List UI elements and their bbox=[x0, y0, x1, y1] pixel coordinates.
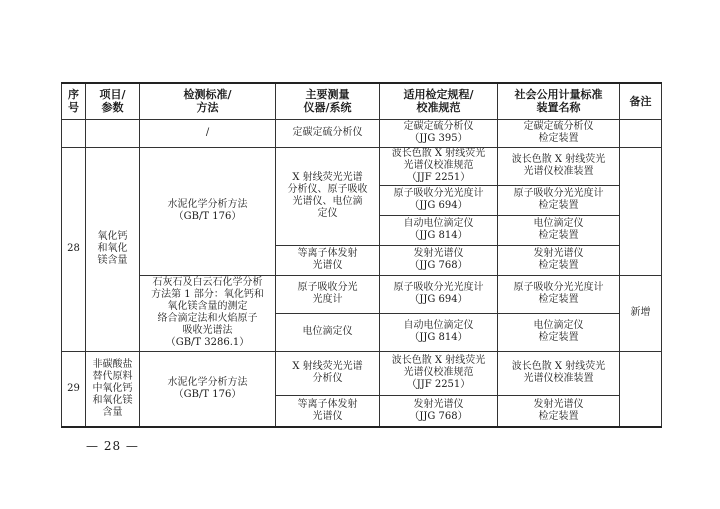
cell-line: （JJG 694） bbox=[409, 294, 468, 305]
cell-line: 电位滴定仪 bbox=[533, 218, 584, 229]
cell-public-standard bbox=[498, 351, 620, 395]
cell-line: 原子吸收分光光度计 bbox=[393, 188, 484, 199]
cell-line: 定碳定硫分析仪 bbox=[292, 127, 363, 138]
cell-standard bbox=[140, 351, 276, 427]
cell-regulation bbox=[380, 395, 498, 427]
cell-line: 原子吸收分光光度计 bbox=[393, 282, 484, 293]
cell-line: 光谱仪校准规范 bbox=[403, 160, 474, 171]
cell-regulation bbox=[380, 119, 498, 147]
cell-item bbox=[86, 351, 140, 427]
page-number: — 28 — bbox=[86, 439, 139, 453]
cell-line: 仪器/系统 bbox=[303, 101, 352, 115]
cell-regulation bbox=[380, 351, 498, 395]
cell-line: 波长色散 X 射线荧光 bbox=[511, 361, 606, 372]
cell-line: 检测标准/ bbox=[183, 88, 232, 102]
cell-line: 装置名称 bbox=[536, 101, 581, 115]
cell-public-standard bbox=[498, 185, 620, 215]
cell-line: 原子吸收分光光度计 bbox=[513, 282, 604, 293]
cell-line: 发射光谱仪 bbox=[413, 248, 464, 259]
header-item bbox=[86, 83, 140, 119]
cell-regulation bbox=[380, 215, 498, 245]
cell-remark bbox=[620, 119, 662, 147]
cell-public-standard bbox=[498, 313, 620, 351]
cell-instrument bbox=[276, 147, 380, 245]
cell-instrument bbox=[276, 313, 380, 351]
cell-line: 校准规范 bbox=[416, 101, 461, 115]
cell-line: 分析仪、原子吸收 bbox=[287, 184, 368, 195]
cell-line: 络合滴定法和火焰原子 bbox=[157, 313, 258, 324]
cell-line: 光谱仪 bbox=[312, 410, 343, 422]
table-row bbox=[62, 147, 662, 185]
cell-line: 水泥化学分析方法 bbox=[167, 199, 248, 210]
table-row bbox=[62, 351, 662, 395]
cell-line: 项目/ bbox=[99, 88, 126, 102]
table-row bbox=[62, 119, 662, 147]
cell-line: 等离子体发射 bbox=[297, 248, 358, 259]
cell-line: 定碳定硫分析仪 bbox=[523, 121, 594, 132]
cell-line: 和氧化 bbox=[97, 243, 128, 254]
cell-line: 光谱仪、电位滴 bbox=[292, 196, 363, 207]
cell-public-standard bbox=[498, 275, 620, 313]
cell-line: 等离子体发射 bbox=[297, 398, 358, 410]
cell-public-standard bbox=[498, 245, 620, 275]
cell-line: （JJG 814） bbox=[409, 332, 468, 343]
header-instrument bbox=[276, 83, 380, 119]
cell-line: X 射线荧光光谱 bbox=[292, 172, 363, 183]
cell-public-standard bbox=[498, 395, 620, 427]
cell-instrument bbox=[276, 275, 380, 313]
cell-line: 检定装置 bbox=[538, 260, 579, 271]
cell-standard bbox=[140, 119, 276, 147]
cell-line: （JJG 814） bbox=[409, 230, 468, 241]
cell-line: 检定装置 bbox=[538, 200, 579, 211]
cell-line: 检定装置 bbox=[538, 230, 579, 241]
cell-item bbox=[86, 147, 140, 351]
cell-regulation bbox=[380, 147, 498, 185]
cell-line: 新增 bbox=[630, 307, 651, 318]
header-public-standard bbox=[498, 83, 620, 119]
header-seq bbox=[62, 83, 86, 119]
cell-line: 非碳酸盐 bbox=[92, 358, 133, 370]
cell-line: 自动电位滴定仪 bbox=[403, 320, 474, 331]
cell-line: 替代原料 bbox=[92, 370, 133, 382]
cell-line: X 射线荧光光谱 bbox=[292, 361, 363, 372]
cell-instrument bbox=[276, 395, 380, 427]
cell-instrument bbox=[276, 351, 380, 395]
cell-line: 检定装置 bbox=[538, 133, 579, 144]
cell-regulation bbox=[380, 275, 498, 313]
cell-line: 光谱仪校准装置 bbox=[523, 373, 594, 384]
cell-line: 含量 bbox=[102, 406, 123, 418]
header-regulation bbox=[380, 83, 498, 119]
cell-line: （JJG 395） bbox=[409, 133, 468, 144]
metrology-table bbox=[61, 82, 662, 428]
cell-regulation bbox=[380, 313, 498, 351]
cell-line: 号 bbox=[68, 101, 79, 115]
cell-seq: 28 bbox=[62, 147, 86, 351]
cell-line: 检定装置 bbox=[538, 332, 579, 343]
cell-line: 发射光谱仪 bbox=[413, 398, 464, 410]
cell-line: （JJG 694） bbox=[409, 200, 468, 211]
cell-line: 水泥化学分析方法 bbox=[167, 376, 248, 388]
cell-public-standard bbox=[498, 147, 620, 185]
cell-line: （GB/T 176） bbox=[173, 211, 242, 222]
cell-line: 波长色散 X 射线荧光 bbox=[511, 154, 606, 165]
cell-line: （JJG 768） bbox=[409, 260, 468, 271]
cell-line: （JJF 2251） bbox=[406, 379, 471, 390]
cell-line: 自动电位滴定仪 bbox=[403, 218, 474, 229]
cell-line: 原子吸收分光光度计 bbox=[513, 188, 604, 199]
cell-remark bbox=[620, 147, 662, 275]
cell-line: 发射光谱仪 bbox=[533, 248, 584, 259]
cell-public-standard bbox=[498, 215, 620, 245]
cell-line: 发射光谱仪 bbox=[533, 398, 584, 410]
cell-line: （GB/T 3286.1） bbox=[165, 337, 250, 348]
table-header-row bbox=[62, 83, 662, 119]
cell-standard bbox=[140, 275, 276, 351]
table-row bbox=[62, 275, 662, 313]
cell-line: 波长色散 X 射线荧光 bbox=[391, 148, 486, 159]
cell-standard bbox=[140, 147, 276, 275]
cell-line: 社会公用计量标准 bbox=[514, 88, 603, 102]
cell-line: （JJF 2251） bbox=[406, 172, 471, 183]
cell-remark bbox=[620, 275, 662, 351]
cell-line: 石灰石及白云石化学分析 bbox=[152, 277, 263, 288]
cell-remark bbox=[620, 351, 662, 427]
cell-instrument bbox=[276, 245, 380, 275]
cell-line: 光度计 bbox=[312, 294, 343, 305]
cell-line: 氧化镁含量的测定 bbox=[167, 301, 248, 312]
cell-line: 中氧化钙 bbox=[92, 382, 133, 394]
cell-line: 氧化钙 bbox=[97, 231, 128, 242]
cell-line: 电位滴定仪 bbox=[533, 320, 584, 331]
cell-line: 和氧化镁 bbox=[92, 394, 133, 406]
header-standard bbox=[140, 83, 276, 119]
cell-line: 方法 bbox=[196, 101, 219, 115]
cell-line: 备注 bbox=[629, 94, 652, 108]
cell-line: 方法第 1 部分：氧化钙和 bbox=[151, 289, 264, 300]
cell-line: 主要测量 bbox=[305, 88, 350, 102]
cell-instrument bbox=[276, 119, 380, 147]
cell-line: 序 bbox=[68, 88, 79, 102]
cell-line: 定碳定硫分析仪 bbox=[403, 121, 474, 132]
cell-line: 吸收光谱法 bbox=[182, 325, 233, 336]
cell-line: 参数 bbox=[101, 101, 124, 115]
cell-line: 适用检定规程/ bbox=[403, 88, 474, 102]
cell-seq: 29 bbox=[62, 351, 86, 427]
cell-regulation bbox=[380, 245, 498, 275]
cell-line: 镁含量 bbox=[97, 255, 128, 266]
cell-line: 光谱仪校准规范 bbox=[403, 367, 474, 378]
cell-line: 定仪 bbox=[317, 208, 338, 219]
cell-regulation bbox=[380, 185, 498, 215]
cell-line: / bbox=[205, 127, 210, 138]
cell-public-standard bbox=[498, 119, 620, 147]
cell-seq bbox=[62, 119, 86, 147]
cell-line: 检定装置 bbox=[538, 410, 579, 422]
cell-line: 检定装置 bbox=[538, 294, 579, 305]
cell-line: 原子吸收分光 bbox=[297, 282, 358, 293]
header-remark bbox=[620, 83, 662, 119]
cell-line: 电位滴定仪 bbox=[302, 326, 353, 337]
cell-item bbox=[86, 119, 140, 147]
cell-line: （JJG 768） bbox=[409, 410, 468, 422]
cell-line: 光谱仪 bbox=[312, 260, 343, 271]
cell-line: 光谱仪校准装置 bbox=[523, 166, 594, 177]
cell-line: 分析仪 bbox=[312, 373, 343, 384]
cell-line: 波长色散 X 射线荧光 bbox=[391, 355, 486, 366]
cell-line: （GB/T 176） bbox=[173, 388, 242, 400]
